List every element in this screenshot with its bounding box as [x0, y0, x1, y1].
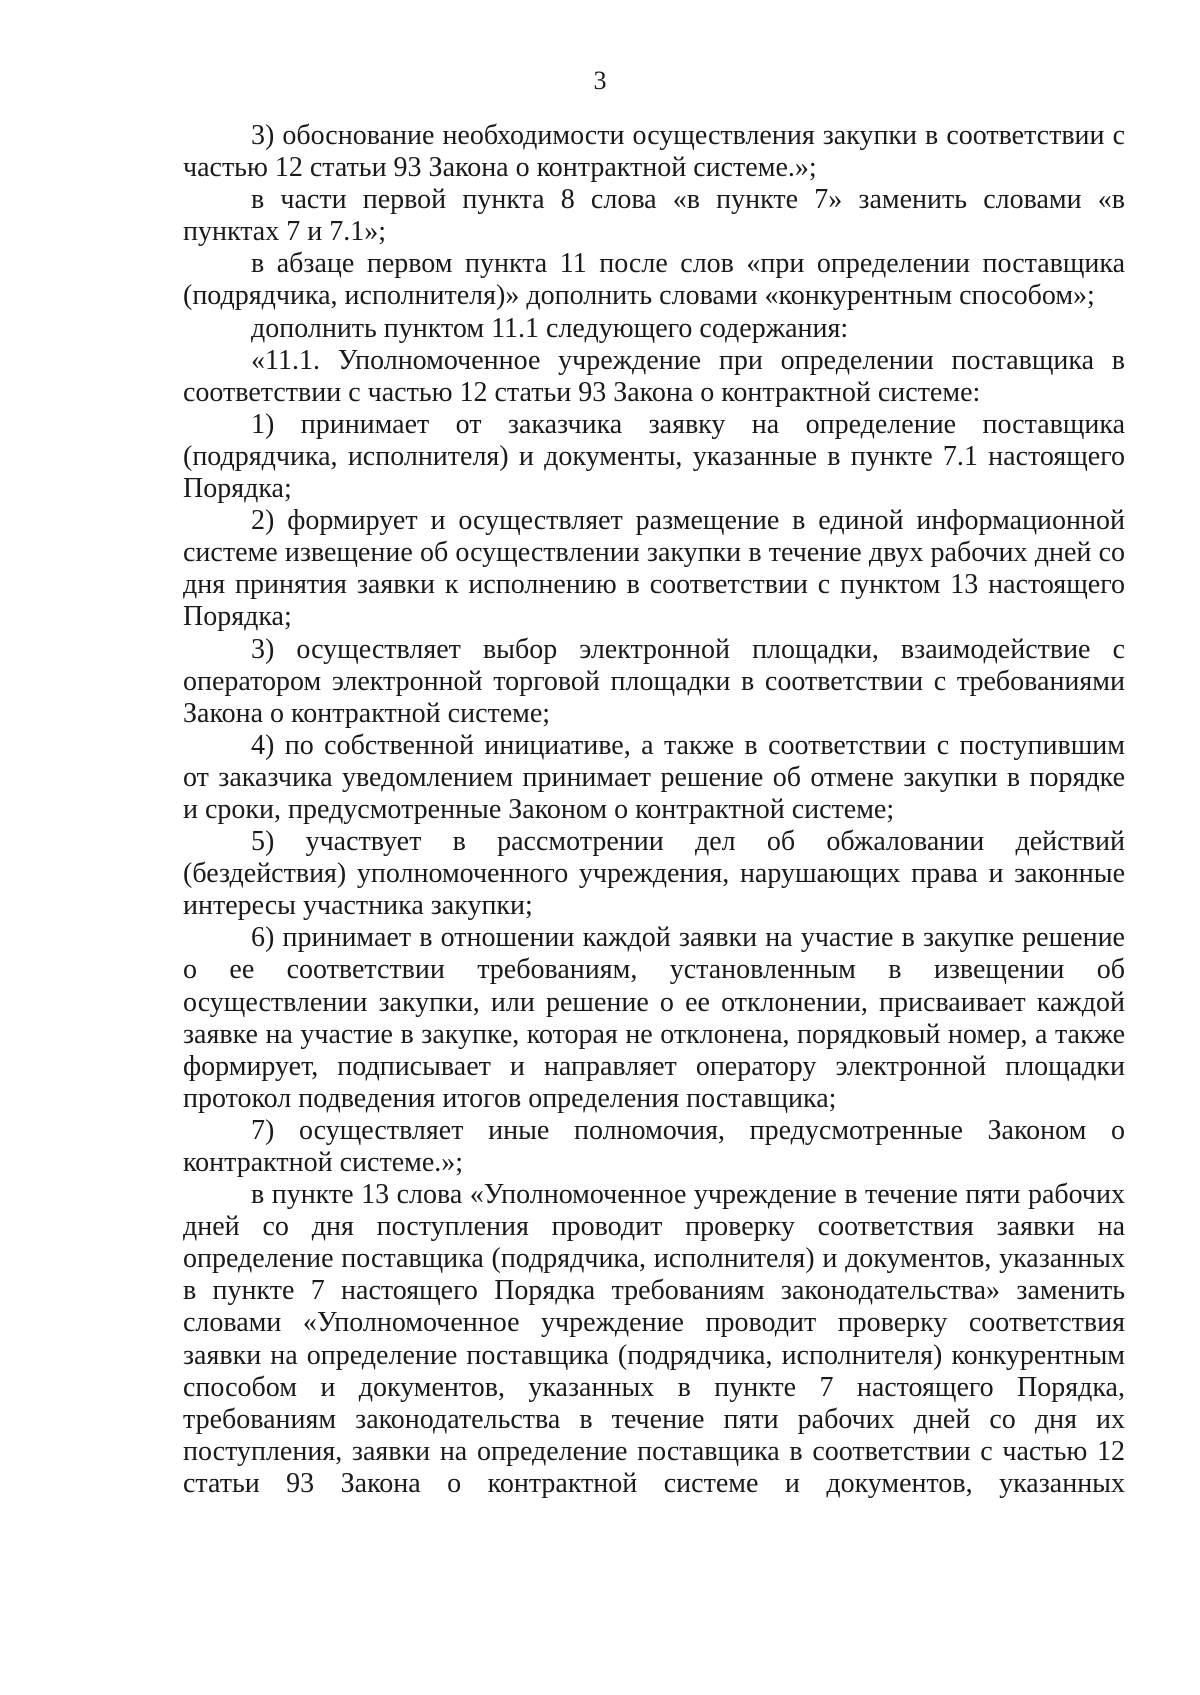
paragraph: 3) осуществляет выбор электронной площадки, взаимодействие с оператором электронной торговой площадки в соответствии с требованиями Закона о контрактной системе; [183, 633, 1125, 729]
paragraph: 3) обоснование необходимости осуществления закупки в соответствии с частью 12 статьи 93 Закона о контрактной системе.»; [183, 120, 1125, 184]
paragraph: в абзаце первом пункта 11 после слов «при определении поставщика (подрядчика, исполнителя)» дополнить словами «конкурентным способом»; [183, 248, 1125, 312]
paragraph: 1) принимает от заказчика заявку на определение поставщика (подрядчика, исполнителя) и документы, указанные в пункте 7.1 настоящего Порядка; [183, 408, 1125, 505]
paragraph: 7) осуществляет иные полномочия, предусмотренные Законом о контрактной системе.»; [183, 1114, 1125, 1178]
paragraph: 5) участвует в рассмотрении дел об обжаловании действий (бездействия) уполномоченного учреждения, нарушающих права и законные интересы участника закупки; [183, 826, 1125, 922]
page-number: 3 [593, 66, 607, 95]
paragraph: в части первой пункта 8 слова «в пункте 7» заменить словами «в пунктах 7 и 7.1»; [183, 184, 1125, 248]
paragraph: 2) формирует и осуществляет размещение в единой информационной системе извещение об осуществлении закупки в течение двух рабочих дней со дня принятия заявки к исполнению в соответствии с пунктом 13 настоящего Порядка; [183, 505, 1125, 633]
paragraph: «11.1. Уполномоченное учреждение при определении поставщика в соответствии с частью 12 статьи 93 Закона о контрактной системе: [183, 344, 1125, 408]
document-body [183, 120, 1125, 1500]
paragraph: 6) принимает в отношении каждой заявки на участие в закупке решение о ее соответствии требованиям, установленным в извещении об осуществлении закупки, или решение о ее отклонении, присваивает каждой заявке на участие в закупке, которая не отклонена, порядковый номер, а также формирует, подписывает и направляет оператору электронной площадки протокол подведения итогов определения поставщика; [183, 922, 1125, 1114]
paragraph: в пункте 13 слова «Уполномоченное учреждение в течение пяти рабочих дней со дня поступления проводит проверку соответствия заявки на определение поставщика (подрядчика, исполнителя) и документов, указанных в пункте 7 настоящего Порядка требованиям законодательства» заменить словами «Уполномоченное учреждение проводит проверку соответствия заявки на определение поставщика (подрядчика, исполнителя) конкурентным способом и документов, указанных в пункте 7 настоящего Порядка, требованиям законодательства в течение пяти рабочих дней со дня их поступления, заявки на определение поставщика в соответствии с частью 12 статьи 93 Закона о контрактной системе и документов, указанных [183, 1179, 1125, 1499]
paragraph: 4) по собственной инициативе, а также в соответствии с поступившим от заказчика уведомлением принимает решение об отмене закупки в порядке и сроки, предусмотренные Законом о контрактной системе; [183, 729, 1125, 825]
paragraph: дополнить пунктом 11.1 следующего содержания: [251, 312, 849, 344]
